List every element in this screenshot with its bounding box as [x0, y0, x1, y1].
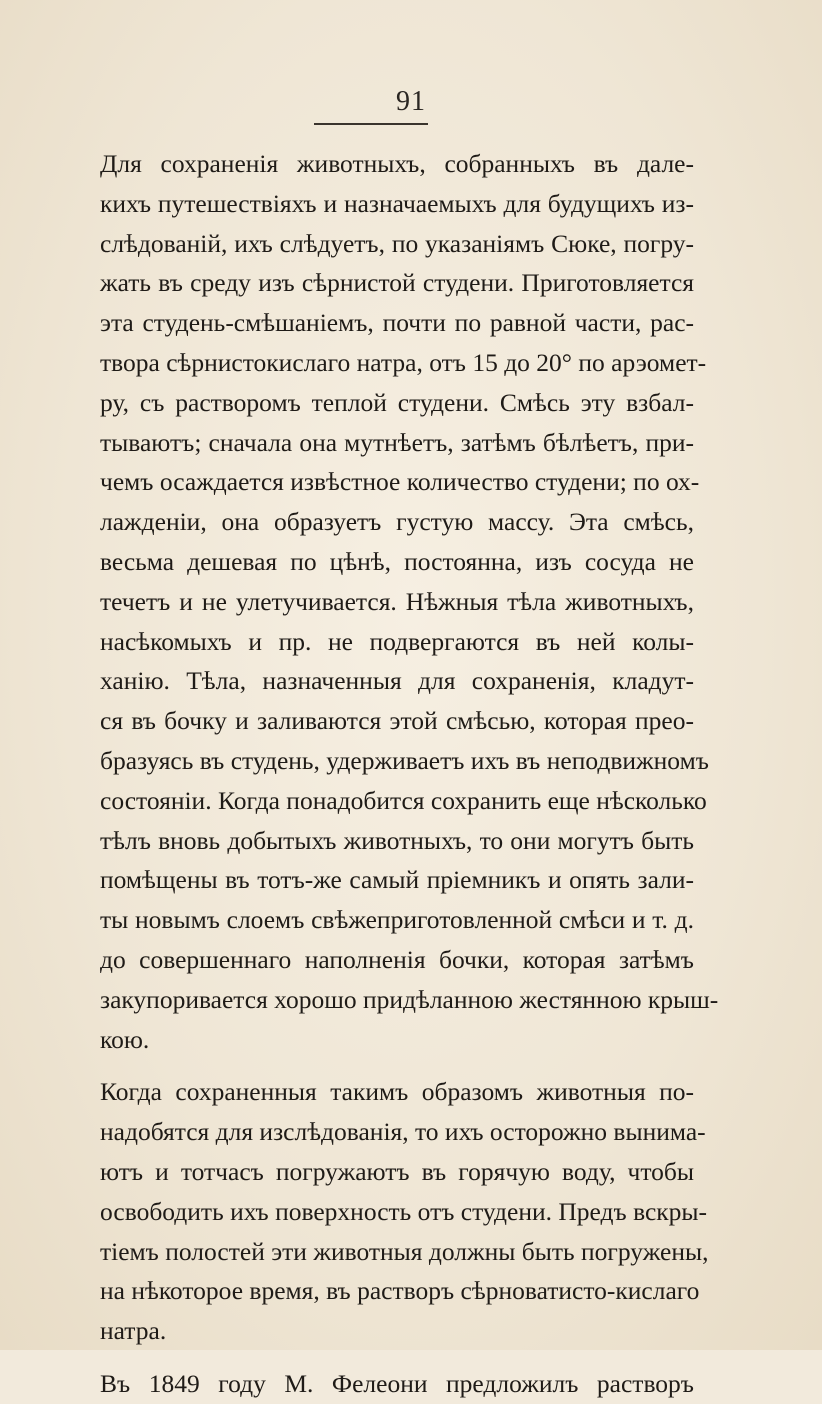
text-line: жать въ среду изъ сѣрнистой студени. Приготовляется [100, 268, 694, 298]
text-line: ты новымъ слоемъ свѣжеприготовленной смѣси и т. д. [100, 905, 694, 935]
paragraph [100, 144, 719, 1059]
text-line: натра. [100, 1316, 167, 1346]
text-line: Для сохраненія животныхъ, собранныхъ въ дале- [100, 149, 694, 178]
text-line: кою. [100, 1024, 150, 1054]
text-line: весьма дешевая по цѣнѣ, постоянна, изъ сосуда не [100, 546, 694, 576]
text-line: до совершеннаго наполненія бочки, которая затѣмъ [100, 944, 694, 974]
text-line: тѣлъ вновь добытыхъ животныхъ, то они могутъ быть [100, 825, 694, 855]
text-line: Когда сохраненныя такимъ образомъ животныя по- [100, 1077, 694, 1107]
text-line: кихъ путешествіяхъ и назначаемыхъ для будущихъ из- [100, 188, 694, 218]
paragraph [100, 1072, 709, 1351]
text-line: тываютъ; сначала она мутнѣетъ, затѣмъ бѣлѣетъ, при- [100, 427, 694, 457]
text-line: освободить ихъ поверхность отъ студени. Предъ вскры- [100, 1196, 708, 1226]
page-number: 91 [396, 86, 426, 117]
text-line: ся въ бочку и заливаются этой смѣсью, которая прео- [100, 706, 694, 736]
text-line: помѣщены въ тотъ-же самый пріемникъ и опять зали- [100, 865, 694, 895]
text-line: течетъ и не улетучивается. Нѣжныя тѣла животныхъ, [100, 586, 694, 616]
text-line: насѣкомыхъ и пр. не подвергаются въ ней колы- [100, 626, 694, 656]
text-line: бразуясь въ студень, удерживаетъ ихъ въ неподвижномъ [100, 745, 709, 775]
text-line: ру, съ растворомъ теплой студени. Смѣсь эту взбал- [100, 387, 694, 417]
paragraph [100, 1364, 694, 1404]
text-line: лажденіи, она образуетъ густую массу. Эта смѣсь, [100, 507, 694, 537]
text-line: слѣдованій, ихъ слѣдуетъ, по указаніямъ Сюке, погру- [100, 228, 694, 258]
text-line: ханію. Тѣла, назначенныя для сохраненія, кладут- [100, 666, 694, 696]
text-line: эта студень-смѣшаніемъ, почти по равной части, рас- [100, 308, 694, 338]
text-line: ютъ и тотчасъ погружаютъ въ горячую воду, чтобы [100, 1156, 694, 1186]
text-line: закупоривается хорошо придѣланною жестянною крыш- [100, 984, 719, 1014]
text-line: состояніи. Когда понадобится сохранить еще нѣсколько [100, 785, 707, 815]
text-line: надобятся для изслѣдованія, то ихъ осторожно вынима- [100, 1117, 706, 1147]
body-text [100, 144, 719, 1404]
text-line: на нѣкоторое время, въ растворъ сѣрноватисто-кислаго [100, 1276, 700, 1306]
paragraph-gap [100, 1351, 694, 1364]
paragraph-gap [100, 1059, 694, 1072]
text-line: чемъ осаждается извѣстное количество студени; по ох- [100, 467, 700, 497]
header-rule [314, 123, 428, 125]
text-line: твора сѣрнистокислаго натра, отъ 15 до 20° по арэомет- [100, 347, 707, 377]
text-line: тіемъ полостей эти животныя должны быть погружены, [100, 1236, 709, 1266]
text-line: Въ 1849 году М. Фелеони предложилъ растворъ [100, 1368, 694, 1398]
